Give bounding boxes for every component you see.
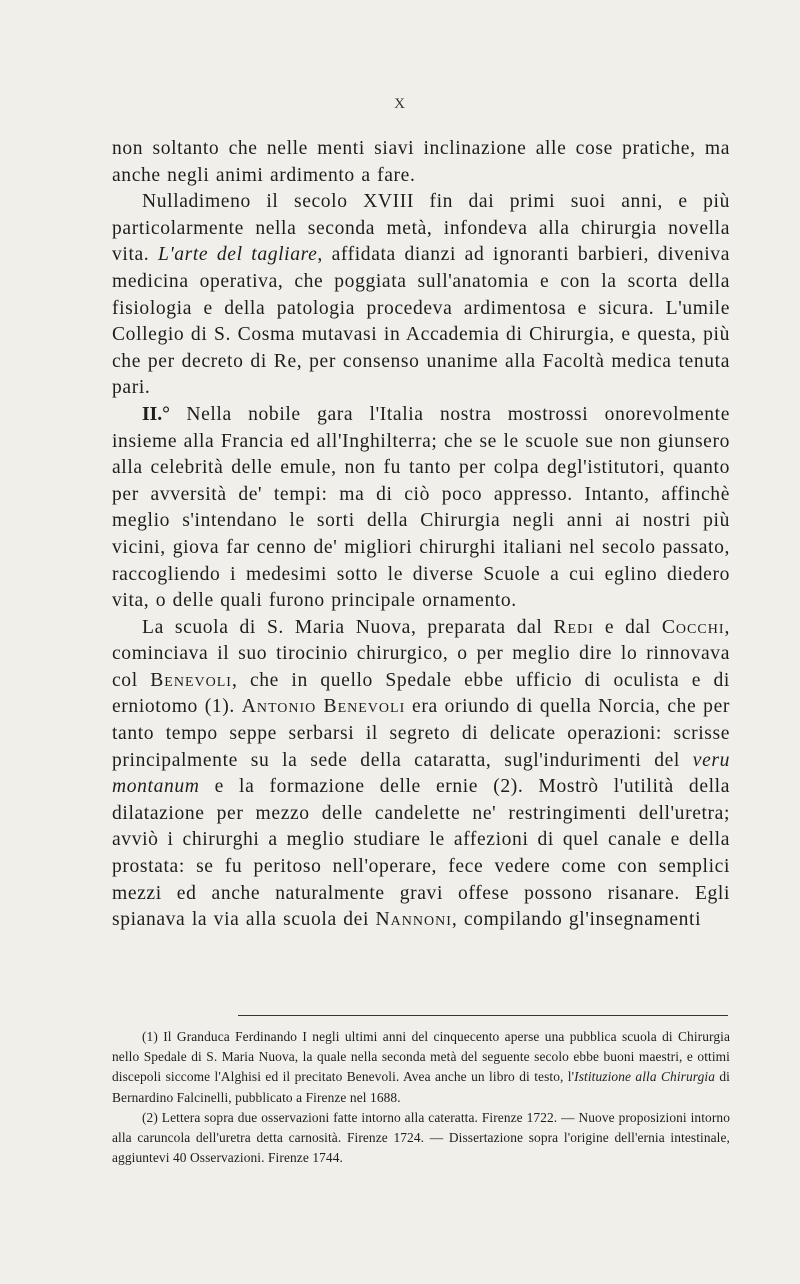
text-run: , che in quello Spedale ebbe ufficio di oculista e di erniotomo (1). [112,669,730,718]
footnote-1 [112,1027,730,1108]
page-number: X [394,96,406,112]
name-redi: Redi [553,616,594,638]
paragraph-section-ii [112,402,730,615]
paragraph-santa-maria-nuova [112,615,730,934]
section-number: II.° [142,403,170,425]
text-run: Nella nobile gara l'Italia nostra mostrossi onorevolmente insieme alla Francia ed all'Inghilterra; che se le scuole sue non giunsero alla celebrità delle emule, non fu tanto per colpa degl'istitutori, quanto per avversità de' tempi: ma di ciò poco appresso. Intanto, affinchè meglio s'intendano le sorti della Chirurgia negli anni ai nostri più vicini, giova far cenno de' migliori chirurghi italiani nel secolo passato, raccogliendo i medesimi sotto le diverse Scuole a cui eglino diedero vita, o delle quali furono principale ornamento. [112,403,730,612]
text-run: di Bernardino Falcinelli, pubblicato a Firenze nel 1688. [112,1069,731,1105]
paragraph-eighteenth-century [112,189,730,402]
name-antonio-benevoli: Antonio Benevoli [241,696,406,718]
text-run: e la formazione delle ernie (2). Mostrò l'utilità della dilatazione per mezzo delle candelette ne' restringimenti dell'uretra; avviò i chirurghi a meglio studiare le affezioni di quel canale e della prostata: se fu peritoso nell'operare, fece vedere come con semplici mezzi ed anche naturalmente gravi offese possono risanare. Egli spianava la via alla scuola dei [112,776,730,931]
text-run: era oriundo di quella Norcia, che per tanto tempo seppe serbarsi il segreto di delicate operazioni: scrisse principalmente su la sede della cataratta, sugl'indurimenti del [112,696,730,771]
name-benevoli: Benevoli [150,669,232,691]
italic-book-title: Istituzione alla Chirurgia [574,1069,716,1085]
text-run: Nulladimeno il secolo XVIII fin dai primi suoi anni, e più particolarmente nella seconda metà, infondeva alla chirurgia novella vita. [112,191,730,266]
text-run: , cominciava il suo tirocinio chirurgico, o per meglio dire lo rinnovava col [112,616,730,691]
footnote-divider [238,1015,728,1016]
text-run: La scuola di S. Maria Nuova, preparata dal [142,616,554,638]
name-cocchi: Cocchi [661,616,725,638]
italic-title: L'arte del tagliare [157,244,318,266]
name-nannoni: Nannoni [375,909,452,931]
footnotes [112,1027,730,1168]
main-text [112,136,730,934]
text-run: (1) Il Granduca Ferdinando I negli ultimi anni del cinquecento aperse una pubblica scuola di Chirurgia nello Spedale di S. Maria Nuova, la quale nella seconda metà del seguente secolo ebbe buoni maestri, e ottimi discepoli siccome l'Alghisi ed il precitato Benevoli. Avea anche un libro di testo, l' [112,1029,730,1085]
text-run: , compilando gl'insegnamenti [451,909,702,931]
text-run: e dal [593,616,662,638]
text-run: , affidata dianzi ad ignoranti barbieri, diveniva medicina operativa, che poggiata sull'anatomia e con la scorta della fisiologia e della patologia procedeva ardimentosa e sicura. L'umile Collegio di S. Cosma mutavasi in Accademia di Chirurgia, e questa, più che per decreto di Re, per consenso unanime alla Facoltà medica tenuta pari. [112,244,730,399]
italic-term: veru montanum [112,749,730,798]
footnote-2: (2) Lettera sopra due osservazioni fatte intorno alla cateratta. Firenze 1722. — Nuove proposizioni intorno alla caruncola dell'uretra detta carnosità. Firenze 1724. — Dissertazione sopra l'origine dell'ernia intestinale, aggiuntevi 40 Osservazioni. Firenze 1744. [112,1109,730,1166]
paragraph-continued: non soltanto che nelle menti siavi inclinazione alle cose pratiche, ma anche negli animi ardimento a fare. [112,138,730,186]
